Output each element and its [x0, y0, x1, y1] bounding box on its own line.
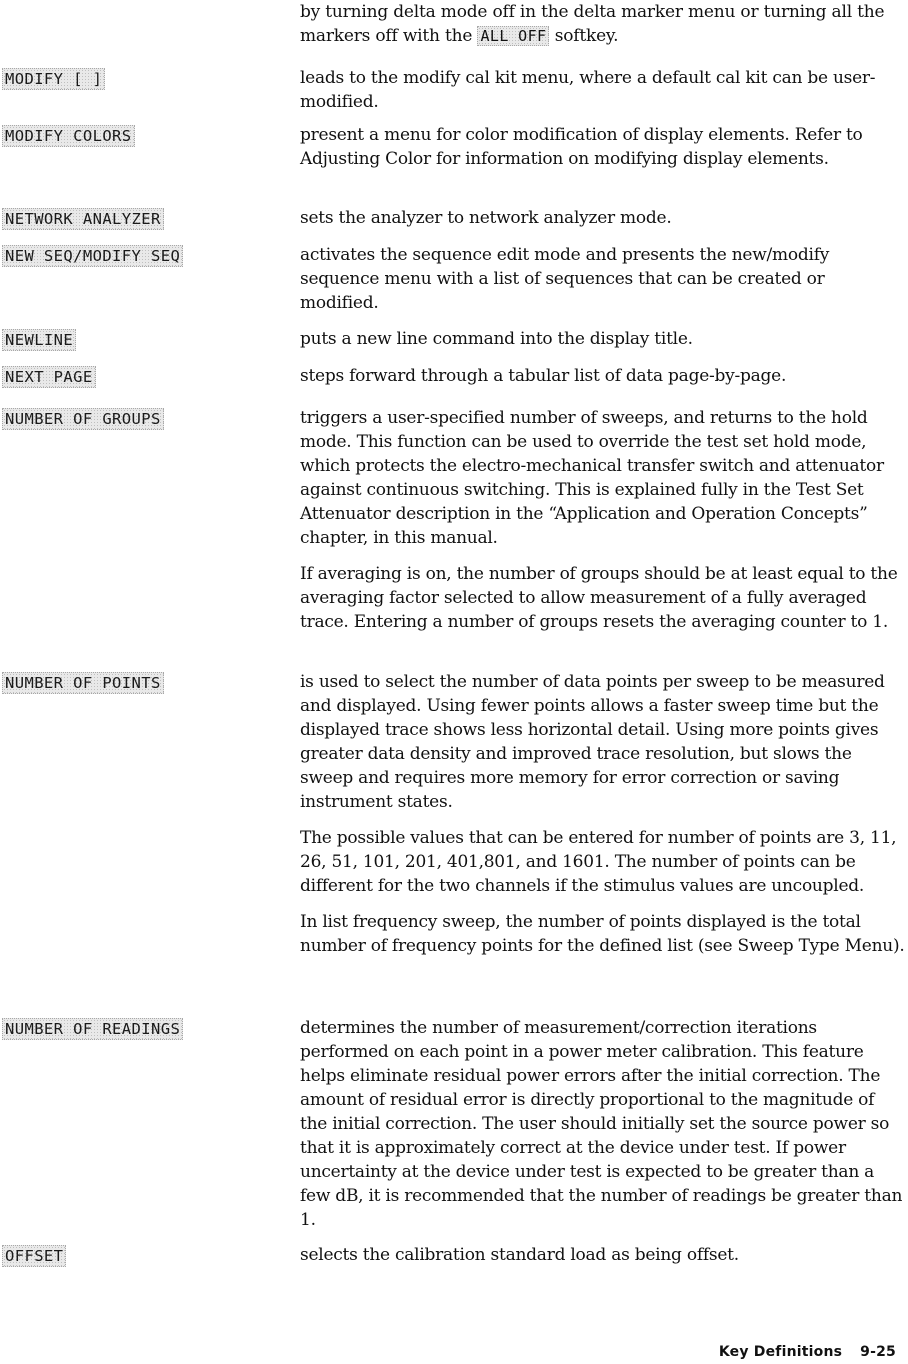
description-paragraph: The possible values that can be entered for number of points are 3, 11, 26, 51, 101, 201, 401,801, and 1601. The number of points can be different for the two channels if the stimulus values are uncoupled.	[300, 828, 897, 896]
page-footer	[719, 1344, 896, 1360]
description-paragraph: puts a new line command into the display title.	[300, 329, 693, 349]
description-paragraph: is used to select the number of data points per sweep to be measured and displayed. Using fewer points allows a faster sweep time but the displayed trace shows less horizontal detail. Using more points gives greater data density and improved trace resolution, but slows the sweep and requires more memory for error correction or saving instrument states.	[300, 672, 885, 812]
softkey-number-of-points: NUMBER OF POINTS	[2, 672, 164, 694]
intro-text-before: by turning delta mode off in the delta marker menu or turning all the markers off with the	[300, 2, 885, 46]
entry-description	[300, 670, 906, 970]
description-paragraph: activates the sequence edit mode and presents the new/modify sequence menu with a list of sequences that can be created or modified.	[300, 245, 830, 313]
intro-text-after: softkey.	[554, 26, 619, 46]
entry-description	[300, 123, 906, 183]
footer-title: Key Definitions	[718, 1344, 843, 1360]
description-paragraph: steps forward through a tabular list of data page-by-page.	[300, 366, 787, 386]
description-paragraph: sets the analyzer to network analyzer mode.	[300, 208, 672, 228]
softkey-modify: MODIFY [ ]	[2, 68, 105, 90]
description-paragraph: In list frequency sweep, the number of points displayed is the total number of frequency points for the defined list (see Sweep Type Menu).	[300, 912, 905, 956]
entry-description	[300, 206, 906, 242]
entry-description	[300, 243, 906, 327]
entry-description	[300, 1016, 906, 1244]
description-paragraph: determines the number of measurement/correction iterations performed on each point in a power meter calibration. This feature helps eliminate residual power errors after the initial correction. The amount of residual error is directly proportional to the magnitude of the initial correction. The user should initially set the source power so that it is approximately correct at the device under test. If power uncertainty at the device under test is expected to be greater than a few dB, it is recommended that the number of readings be greater than 1.	[300, 1018, 903, 1230]
description-paragraph: leads to the modify cal kit menu, where a default cal kit can be user-modified.	[300, 68, 876, 112]
description-paragraph: If averaging is on, the number of groups should be at least equal to the averaging factor selected to allow measurement of a fully averaged trace. Entering a number of groups resets the averaging counter to 1.	[300, 564, 898, 632]
softkey-newline: NEWLINE	[2, 329, 76, 351]
softkey-new-seq-modify-seq: NEW SEQ/MODIFY SEQ	[2, 245, 183, 267]
description-paragraph: present a menu for color modification of display elements. Refer to Adjusting Color for information on modifying display elements.	[300, 125, 863, 169]
entry-description	[300, 327, 906, 363]
intro-paragraph	[300, 0, 900, 48]
entry-description	[300, 1243, 906, 1279]
softkey-network-analyzer: NETWORK ANALYZER	[2, 208, 164, 230]
softkey-offset: OFFSET	[2, 1245, 66, 1267]
page-number: 9-25	[860, 1344, 896, 1360]
softkey-next-page: NEXT PAGE	[2, 366, 96, 388]
entry-description	[300, 66, 906, 126]
description-paragraph: triggers a user-specified number of sweeps, and returns to the hold mode. This function can be used to override the test set hold mode, which protects the electro-mechanical transfer switch and attenuator against continuous switching. This is explained fully in the Test Set Attenuator description in the “Application and Operation Concepts” chapter, in this manual.	[300, 408, 884, 548]
softkey-modify-colors: MODIFY COLORS	[2, 125, 135, 147]
entry-description	[300, 364, 906, 400]
all-off-softkey: ALL OFF	[477, 26, 549, 46]
softkey-number-of-readings: NUMBER OF READINGS	[2, 1018, 183, 1040]
entry-description	[300, 406, 906, 646]
softkey-number-of-groups: NUMBER OF GROUPS	[2, 408, 164, 430]
description-paragraph: selects the calibration standard load as being offset.	[300, 1245, 739, 1265]
